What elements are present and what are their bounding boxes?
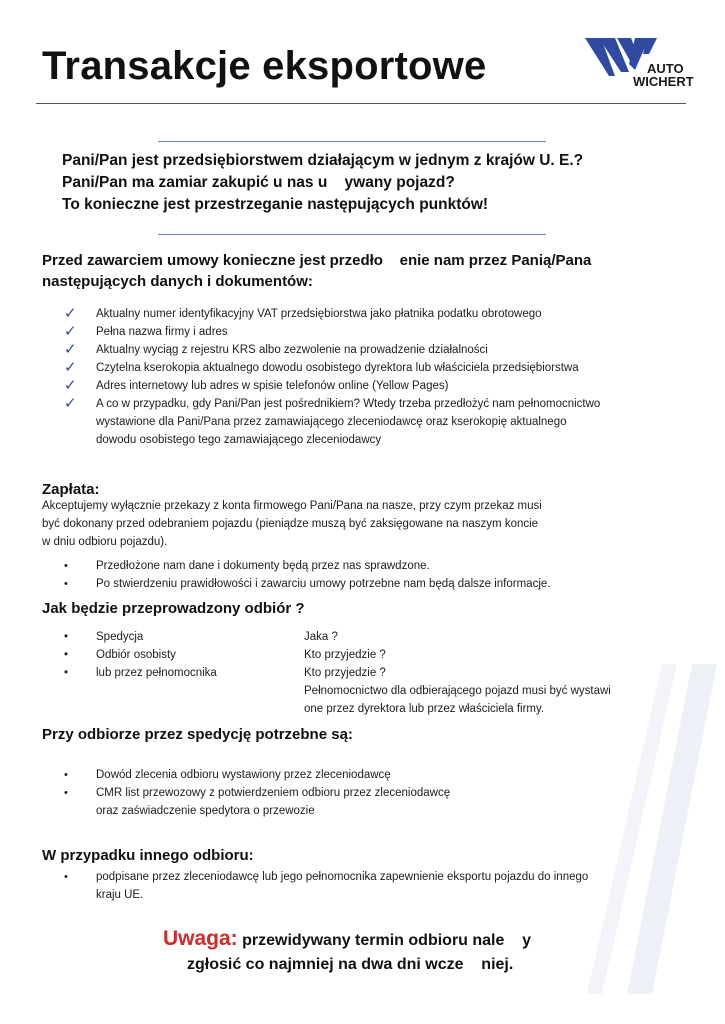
list-item-text: Czytelna kserokopia aktualnego dowodu osobistego dyrektora lub właściciela przedsiębiorstwa	[96, 362, 579, 374]
list-item-text: Pełna nazwa firmy i adres	[96, 326, 228, 338]
list-item-text: A co w przypadku, gdy Pani/Pan jest pośrednikiem? Wtedy trzeba przedłożyć nam pełnomocnictwo	[96, 398, 601, 410]
checkmark-icon: ✓	[64, 395, 77, 412]
bullet-icon: •	[64, 769, 68, 781]
header-divider	[36, 103, 686, 104]
list-item-text: CMR list przewozowy z potwierdzeniem odbioru przez zleceniodawcę	[96, 787, 451, 799]
pickup-note-line: Pełnomocnictwo dla odbierającego pojazd musi być wystawi	[304, 685, 611, 697]
table-row	[64, 628, 704, 646]
checkmark-icon: ✓	[64, 377, 77, 394]
intro-top-rule	[158, 141, 546, 142]
bullet-icon: •	[64, 631, 69, 643]
pickup-method: Odbiór osobisty	[96, 649, 176, 661]
list-item-text: kraju UE.	[96, 889, 144, 901]
intro-line-1: Pani/Pan jest przedsiębiorstwem działającym w jednym z krajów U. E.?	[62, 152, 584, 169]
list-item	[64, 575, 704, 593]
list-item	[64, 359, 704, 377]
documents-list	[64, 305, 704, 449]
documents-heading-line-1: Przed zawarciem umowy konieczne jest przedło enie nam przez Panią/Pana	[42, 252, 592, 269]
other-pickup-list	[64, 868, 704, 904]
bullet-icon: •	[64, 871, 68, 883]
pickup-note-line: one przez dyrektora lub przez właściciela firmy.	[304, 703, 545, 715]
checkmark-icon: ✓	[64, 359, 77, 376]
list-item	[64, 323, 704, 341]
documents-heading-line-2: następujących danych i dokumentów:	[42, 273, 313, 290]
payment-heading: Zapłata:	[42, 481, 100, 498]
logo-text-wichert: WICHERT	[633, 74, 694, 89]
forwarding-heading: Przy odbiorze przez spedycję potrzebne są:	[42, 726, 353, 743]
list-item-text: Adres internetowy lub adres w spisie telefonów online (Yellow Pages)	[96, 380, 449, 392]
checkmark-icon: ✓	[64, 341, 77, 358]
company-logo	[585, 36, 695, 92]
notice-block	[163, 927, 531, 977]
payment-text-line: być dokonany przed odebraniem pojazdu (pieniądze muszą być zaksięgowane na naszym koncie	[42, 518, 539, 530]
documents-heading	[42, 250, 591, 292]
list-item-text: Przedłożone nam dane i dokumenty będą przez nas sprawdzone.	[96, 560, 430, 572]
intro-line-2: Pani/Pan ma zamiar zakupić u nas u ywany pojazd?	[62, 174, 455, 191]
pickup-heading: Jak będzie przeprowadzony odbiór ?	[42, 600, 305, 617]
page-title: Transakcje eksportowe	[42, 44, 487, 88]
forwarding-list	[64, 766, 704, 820]
checkmark-icon: ✓	[64, 323, 77, 340]
list-item	[64, 341, 704, 359]
payment-text-line: Akceptujemy wyłącznie przekazy z konta firmowego Pani/Pana na nasze, przy czym przekaz musi	[42, 500, 542, 512]
list-item-text: wystawione dla Pani/Pana przez zamawiającego zleceniodawcę oraz kserokopię aktualnego	[96, 416, 567, 428]
pickup-question: Kto przyjedzie ?	[304, 649, 386, 661]
table-row	[64, 646, 704, 664]
list-item-text: Dowód zlecenia odbioru wystawiony przez zleceniodawcę	[96, 769, 391, 781]
list-item-text: oraz zaświadczenie spedytora o przewozie	[96, 805, 315, 817]
pickup-question: Kto przyjedzie ?	[304, 667, 386, 679]
pickup-method: Spedycja	[96, 631, 144, 643]
intro-line-3: To konieczne jest przestrzeganie następujących punktów!	[62, 196, 489, 213]
bullet-icon: •	[64, 667, 69, 679]
pickup-method: lub przez pełnomocnika	[96, 667, 217, 679]
list-item-text: Po stwierdzeniu prawidłowości i zawarciu umowy potrzebne nam będą dalsze informacje.	[96, 578, 551, 590]
list-item	[64, 868, 704, 904]
list-item	[64, 784, 704, 820]
list-item	[64, 557, 704, 575]
notice-line-1: przewidywany termin odbioru nale y	[237, 932, 532, 949]
other-pickup-heading: W przypadku innego odbioru:	[42, 847, 254, 864]
list-item	[64, 395, 704, 449]
pickup-note	[64, 682, 704, 700]
bullet-icon: •	[64, 787, 68, 799]
pickup-note	[64, 700, 704, 718]
list-item-text: Aktualny wyciąg z rejestru KRS albo zezwolenie na prowadzenie działalności	[96, 344, 488, 356]
table-row	[64, 664, 704, 682]
list-item-text: dowodu osobistego tego zamawiającego zleceniodawcy	[96, 434, 382, 446]
pickup-table	[64, 628, 704, 718]
list-item	[64, 305, 704, 323]
payment-text	[42, 497, 692, 551]
list-item	[64, 766, 704, 784]
bullet-icon: •	[64, 649, 69, 661]
list-item-text: Aktualny numer identyfikacyjny VAT przedsiębiorstwa jako płatnika podatku obrotowego	[96, 308, 542, 320]
intro-block	[62, 150, 583, 216]
intro-bottom-rule	[158, 234, 546, 235]
bullet-icon: •	[64, 560, 68, 572]
list-item-text: podpisane przez zleceniodawcę lub jego pełnomocnika zapewnienie eksportu pojazdu do innego	[96, 871, 589, 883]
pickup-question: Jaka ?	[304, 631, 338, 643]
checkmark-icon: ✓	[64, 305, 77, 322]
bullet-icon: •	[64, 578, 68, 590]
logo-text-auto: AUTO	[647, 61, 684, 76]
notice-line-2: zgłosić co najmniej na dwa dni wcze niej.	[187, 956, 514, 973]
notice-label: Uwaga:	[163, 927, 238, 950]
payment-bullets	[64, 557, 704, 593]
list-item	[64, 377, 704, 395]
payment-text-line: w dniu odbioru pojazdu).	[42, 536, 168, 548]
